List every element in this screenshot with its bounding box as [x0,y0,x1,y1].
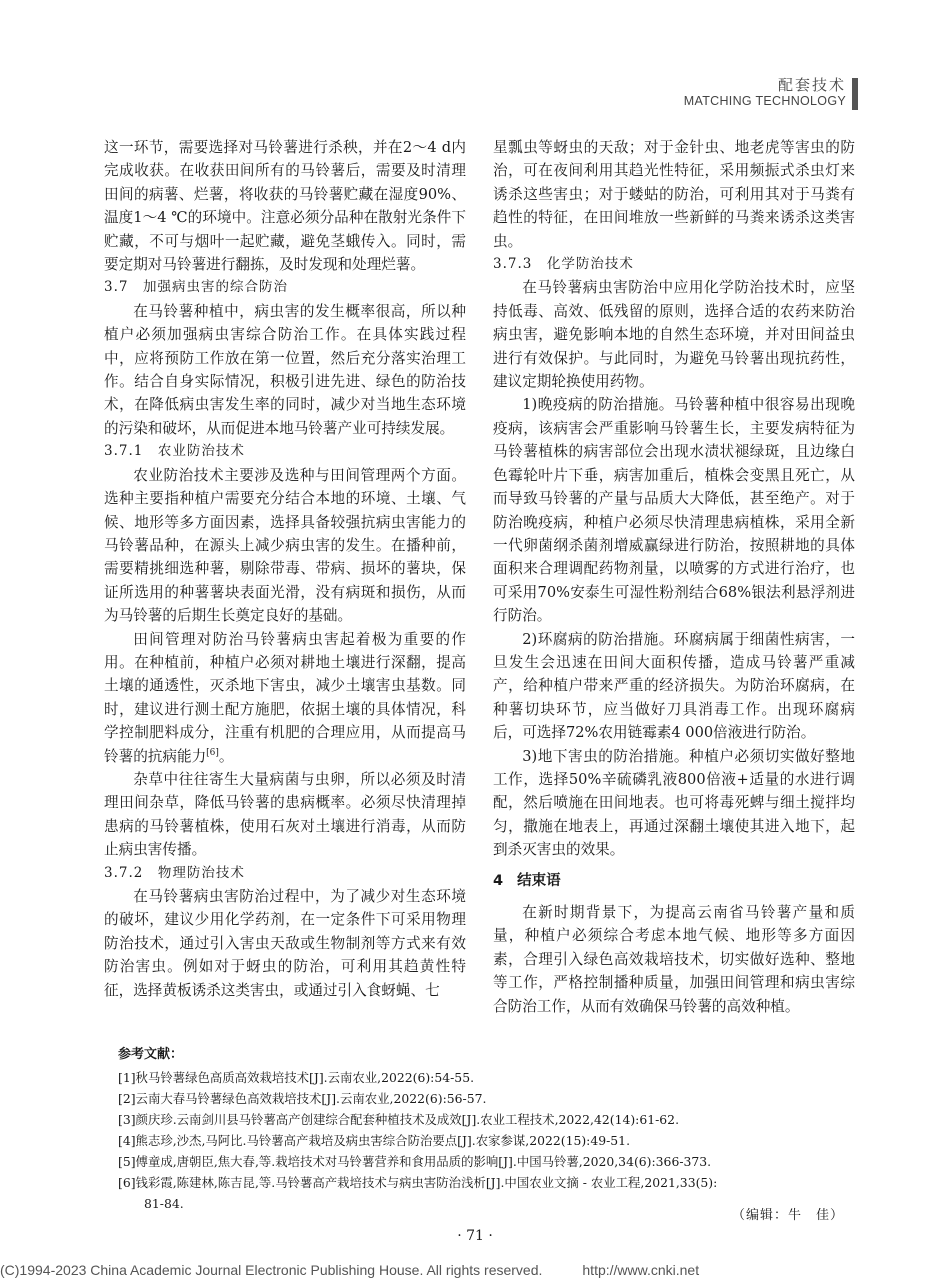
reference-item: [2]云南大春马铃薯绿色高效栽培技术[J].云南农业,2022(6):56-57. [118,1091,487,1106]
paragraph: 在马铃薯种植中，病虫害的发生概率很高，所以种植户必须加强病虫害综合防治工作。在具体实践过程中，应将预防工作放在第一位置，然后充分落实治理工作。结合自身实际情况，积极引进先进、绿色的防治技术，在降低病虫害发生率的同时，减少对当地生态环境的污染和破坏，从而促进本地马铃薯产业可持续发展。 [104,302,466,437]
paragraph: 在马铃薯病虫害防治中应用化学防治技术时，应坚持低毒、高效、低残留的原则，选择合适的农药来防治病虫害，避免影响本地的自然生态环境，并对田间益虫进行有效保护。与此同时，为避免马铃薯出现抗药性，建议定期轮换使用药物。 [493,279,855,391]
page-number: · 71 · [457,1228,493,1244]
references [104,1044,844,1214]
footer-url-link[interactable]: http://www.cnki.net [582,1262,700,1278]
reference-item: [3]颜庆珍.云南剑川县马铃薯高产创建综合配套种植技术及成效[J].农业工程技术,2022,42(14):61-62. [118,1112,680,1127]
reference-item: [1]秋马铃薯绿色高质高效栽培技术[J].云南农业,2022(6):54-55. [118,1070,475,1085]
paragraph: 1)晚疫病的防治措施。马铃薯种植中很容易出现晚疫病，该病害会严重影响马铃薯生长，主要发病特征为马铃薯植株的病害部位会出现水渍状褪绿斑，且边缘白色霉轮叶片下垂，病害加重后，植株会变黑且死亡，从而导致马铃薯的产量与品质大大降低，甚至绝产。对于防治晚疫病，种植户必须尽快清理患病植株，采用全新一代卵菌纲杀菌剂增威赢绿进行防治，按照耕地的具体面积来合理调配药物剂量，以喷雾的方式进行治疗，也可采用70%安泰生可湿性粉剂结合68%银法利悬浮剂进行防治。 [493,396,855,625]
journal-section-header [684,76,846,109]
paragraph: 星瓢虫等蚜虫的天敌；对于金针虫、地老虎等害虫的防治，可在夜间利用其趋光性特征，采用频振式杀虫灯来诱杀这些害虫；对于蝼蛄的防治，可利用其对于马粪有趋性的特征，在田间堆放一些新鲜的马粪来诱杀这类害虫。 [493,139,855,250]
reference-item: [4]熊志珍,沙杰,马阿比.马铃薯高产栽培及病虫害综合防治要点[J].农家参谋,2022(15):49-51. [118,1133,631,1148]
citation-link[interactable]: [6] [206,747,219,758]
reference-text: [6]钱彩霞,陈建林,陈吉昆,等.马铃薯高产栽培技术与病虫害防治浅析[J].中国农业文摘 - 农业工程,2021,33(5): [118,1175,718,1190]
references-title: 参考文献： [118,1047,184,1062]
section-heading-3-7-3: 3.7.3 化学防治技术 [493,256,634,273]
section-title: 结束语 [517,872,561,889]
paragraph: 农业防治技术主要涉及选种与田间管理两个方面。选种主要指种植户需要充分结合本地的环境、土壤、气候、地形等多方面因素，选择具备较强抗病虫害能力的马铃薯品种，在源头上减少病虫害的发生。在播种前，需要精挑细选种薯，剔除带毒、带病、损坏的薯块，保证所选用的种薯薯块表面光滑，没有病斑和损伤，从而为马铃薯的后期生长奠定良好的基础。 [104,466,466,625]
paragraph [104,628,466,768]
reference-item: [5]傅童成,唐朝臣,焦大春,等.栽培技术对马铃薯营养和食用品质的影响[J].中国马铃薯,2020,34(6):366-373. [118,1154,712,1169]
section-heading-3-7-1: 3.7.1 农业防治技术 [104,443,245,460]
paragraph: 这一环节，需要选择对马铃薯进行杀秧，并在2～4 d内完成收获。在收获田间所有的马铃薯后，需要及时清理田间的病薯、烂薯，将收获的马铃薯贮藏在湿度90%、温度1～4 ℃的环境中。注意必须分品种在散射光条件下贮藏，不可与烟叶一起贮藏，避免茎蛾传入。同时，需要定期对马铃薯进行翻拣，及时发现和处理烂薯。 [104,139,466,274]
header-bar [852,78,858,110]
paragraph: 在新时期背景下，为提高云南省马铃薯产量和质量，种植户必须综合考虑本地气候、地形等多方面因素，合理引入绿色高效栽培技术，切实做好选种、整地等工作，严格控制播种质量，加强田间管理和病虫害综合防治工作，从而有效确保马铃薯的高效种植。 [493,904,855,1015]
paragraph-text: 。 [218,747,234,765]
paragraph: 在马铃薯病虫害防治过程中，为了减少对生态环境的破坏，建议少用化学药剂，在一定条件下可采用物理防治技术，通过引入害虫天敌或生物制剂等方式来有效防治害虫。例如对于蚜虫的防治，可利用其趋黄性特征，选择黄板诱杀这类害虫，或通过引入食蚜蝇、七 [104,888,466,999]
paragraph: 3)地下害虫的防治措施。种植户必须切实做好整地工作，选择50%辛硫磷乳液800倍液+适量的水进行调配，然后喷施在田间地表。也可将毒死蜱与细土搅拌均匀，撒施在地表上，再通过深翻土壤使其进入地下，起到杀灭害虫的效果。 [493,747,855,859]
section-heading-3-7: 3.7 加强病虫害的综合防治 [104,279,288,296]
paragraph: 2)环腐病的防治措施。环腐病属于细菌性病害，一旦发生会迅速在田间大面积传播，造成马铃薯严重减产，给种植户带来严重的经济损失。为防治环腐病，在种薯切块环节，应当做好刀具消毒工作。出现环腐病后，可选择72%农用链霉素4 000倍液进行防治。 [493,630,855,742]
paragraph: 杂草中往往寄生大量病菌与虫卵，所以必须及时清理田间杂草，降低马铃薯的患病概率。必须尽快清理掉患病的马铃薯植株，使用石灰对土壤进行消毒，从而防止病虫害传播。 [104,770,466,859]
reference-list [104,1067,844,1214]
section-heading-3-7-2: 3.7.2 物理防治技术 [104,864,245,881]
editor-note: （编辑：牛 佳） [731,1208,844,1223]
paragraph-text: 田间管理对防治马铃薯病虫害起着极为重要的作用。在种植前，种植户必须对耕地土壤进行深翻，提高土壤的通透性，灭杀地下害虫，减少土壤害虫基数。同时，建议进行测土配方施肥，依据土壤的具体情况，科学控制肥料成分，注重有机肥的合理应用，从而提高马铃薯的抗病能力 [104,630,466,765]
section-title-en: MATCHING TECHNOLOGY [683,94,846,108]
copyright-footer [0,1262,699,1278]
section-number: 4 [493,872,504,889]
left-column [104,136,466,1002]
section-title-cn: 配套技术 [777,76,846,94]
copyright-text: (C)1994-2023 China Academic Journal Electronic Publishing House. All rights reserved. [0,1262,543,1278]
section-heading-4 [493,870,855,893]
reference-text-continued: 81-84. [144,1196,184,1211]
right-column [493,136,855,1018]
